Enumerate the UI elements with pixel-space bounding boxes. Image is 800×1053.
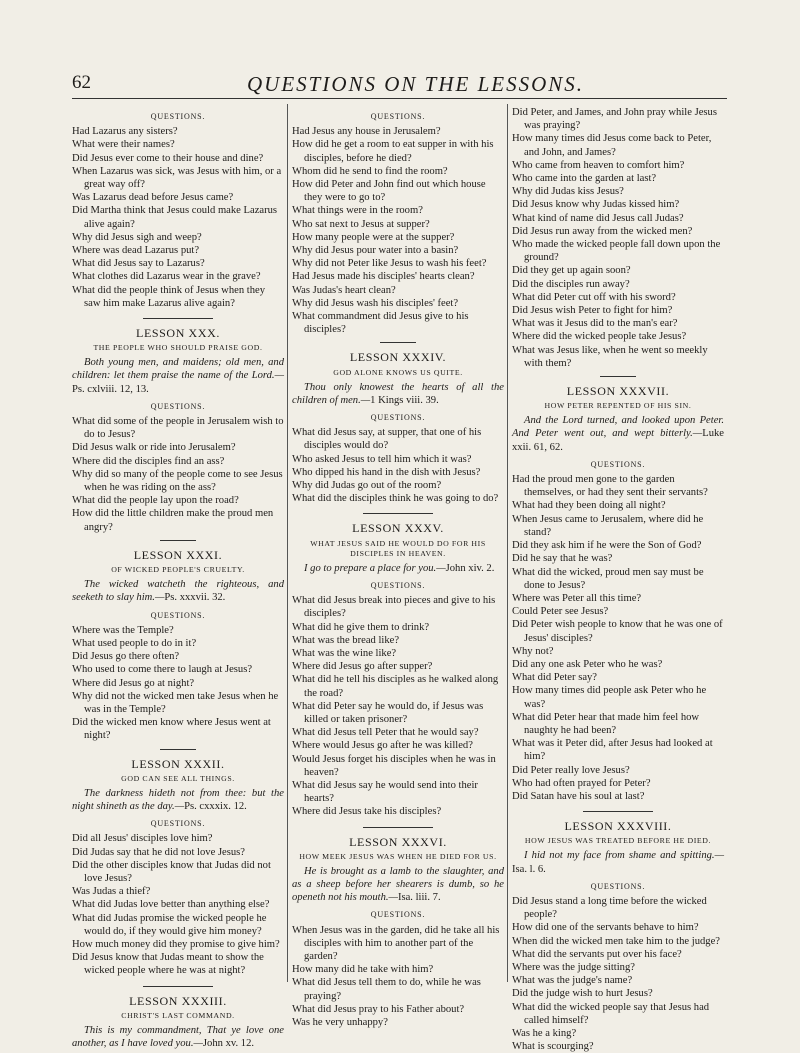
question-item: What did the disciples think he was going to do?	[292, 493, 499, 505]
question-item: What did Peter hear that made him feel how naughty he had been?	[512, 711, 700, 736]
question-item: Where was the Temple?	[72, 624, 174, 636]
question-item: What did Jesus say, at supper, that one of his disciples would do?	[292, 427, 482, 452]
question-item: Would Jesus forget his disciples when he was in heaven?	[292, 753, 496, 778]
scripture-text	[292, 381, 504, 407]
question-item: Why did Jesus wash his disciples' feet?	[292, 297, 459, 309]
column-left	[72, 106, 284, 1052]
lesson-title: LESSON XXX.	[136, 326, 220, 341]
question-item: Was Judas's heart clean?	[292, 284, 396, 296]
lesson-title: LESSON XXXI.	[133, 547, 223, 562]
question-item: Had Jesus made his disciples' hearts clean?	[292, 271, 475, 283]
question-item: What did Peter say?	[512, 672, 598, 684]
question-item: Did Satan have his soul at last?	[512, 790, 645, 802]
question-item: How much money did they promise to give him?	[72, 938, 280, 950]
question-item: Did Martha think that Jesus could make Lazarus alive again?	[72, 205, 278, 230]
question-item: Did Peter really love Jesus?	[512, 764, 630, 776]
question-item: What did Jesus tell Peter that he would say?	[292, 727, 479, 739]
question-item: Who made the wicked people fall down upon the ground?	[512, 239, 721, 264]
lesson-subtitle: GOD CAN SEE ALL THINGS.	[121, 773, 235, 783]
question-item: Had Lazarus any sisters?	[72, 126, 178, 138]
question-item: Did they get up again soon?	[512, 265, 631, 277]
questions-heading: QUESTIONS.	[150, 819, 206, 829]
question-item: Where did Jesus go after supper?	[292, 661, 433, 673]
question-item: Was he a king?	[512, 1028, 577, 1039]
question-item: Where did Jesus go at night?	[72, 677, 195, 689]
question-item: Did Peter wish people to know that he was one of Jesus' disciples?	[512, 619, 723, 644]
question-item: How many did he take with him?	[292, 964, 434, 976]
column-middle	[292, 106, 504, 1029]
question-item: How many times did Jesus come back to Peter, and John, and James?	[512, 133, 712, 158]
question-item: What did the people think of Jesus when they saw him make Lazarus alive again?	[72, 284, 265, 309]
question-item: Whom did he send to find the room?	[292, 165, 448, 177]
question-item: What did Jesus say to Lazarus?	[72, 258, 205, 270]
question-item: Where was dead Lazarus put?	[72, 245, 200, 257]
section-rule	[160, 540, 196, 541]
question-item: When Jesus was in the garden, did he take all his disciples with him to another part of the garden?	[292, 924, 500, 962]
question-item: Who had often prayed for Peter?	[512, 777, 651, 789]
question-item: How did one of the servants behave to him?	[512, 922, 699, 934]
question-item: Did the judge wish to hurt Jesus?	[512, 988, 653, 1000]
question-item: Did Peter, and James, and John pray while Jesus was praying?	[512, 107, 717, 132]
question-item: Who asked Jesus to tell him which it was?	[292, 453, 472, 465]
section-rule	[363, 513, 433, 514]
lesson-subtitle: HOW PETER REPENTED OF HIS SIN.	[544, 401, 692, 411]
scripture-quote: I hid not my face from shame and spitting.—	[524, 850, 724, 862]
question-item: What things were in the room?	[292, 205, 423, 217]
scripture-reference: Isa. liii. 7.	[397, 892, 441, 904]
section-rule	[583, 811, 653, 812]
page-number: 62	[72, 72, 91, 93]
lesson-subtitle: GOD ALONE KNOWS US QUITE.	[333, 367, 463, 377]
question-item: Did all Jesus' disciples love him?	[72, 833, 213, 845]
scripture-text	[72, 578, 284, 604]
question-item: Who came from heaven to comfort him?	[512, 159, 685, 171]
scripture-quote: The darkness hideth not from thee: but the night shineth as the day.—	[72, 787, 284, 812]
question-item: Did Judas say that he did not love Jesus?	[72, 846, 246, 858]
question-item: How many times did people ask Peter who he was?	[512, 685, 707, 710]
lesson-subtitle: OF WICKED PEOPLE'S CRUELTY.	[111, 565, 245, 575]
question-item: Why not?	[512, 645, 554, 657]
question-item: Why did not Peter like Jesus to wash his feet?	[292, 258, 487, 270]
question-item: How did he get a room to eat supper in with his disciples, before he died?	[292, 139, 494, 164]
questions-heading: QUESTIONS.	[150, 112, 206, 121]
lesson-subtitle: WHAT JESUS SAID HE WOULD DO FOR HIS DISCIPLES IN HEAVEN.	[310, 538, 486, 558]
section-rule	[143, 318, 213, 319]
question-item: Did he say that he was?	[512, 553, 613, 565]
question-item: Did any one ask Peter who he was?	[512, 658, 663, 670]
lesson-title: LESSON XXXV.	[352, 521, 444, 536]
question-item: Did Jesus wish Peter to fight for him?	[512, 305, 673, 317]
question-item: What clothes did Lazarus wear in the grave?	[72, 271, 261, 283]
column-divider	[507, 104, 508, 982]
lesson-subtitle: HOW MEEK JESUS WAS WHEN HE DIED FOR US.	[299, 851, 497, 861]
question-item: What used people to do in it?	[72, 637, 197, 649]
question-item: What is scourging?	[512, 1041, 594, 1053]
scripture-quote: And the Lord turned, and looked upon Peter. And Peter went out, and wept bitterly.—	[512, 415, 724, 440]
question-item: What was the judge's name?	[512, 975, 633, 987]
question-item: What did Jesus say he would send into their hearts?	[292, 779, 478, 805]
scripture-quote: He is brought as a lamb to the slaughter, and as a sheep before her shearers is dumb, so he openeth not his mouth.—	[292, 865, 504, 904]
questions-heading: QUESTIONS.	[150, 610, 206, 620]
question-item: Why did Judas go out of the room?	[292, 480, 442, 492]
questions-heading: QUESTIONS.	[370, 910, 426, 920]
lesson-title: LESSON XXXIII.	[129, 993, 227, 1008]
question-item: Why did Jesus sigh and weep?	[72, 231, 202, 243]
question-item: How many people were at the supper?	[292, 231, 455, 243]
question-item: Why did so many of the people come to see Jesus when he was riding on the ass?	[72, 468, 283, 494]
questions-heading: QUESTIONS.	[370, 580, 426, 590]
scripture-reference: John xv. 12.	[202, 1037, 255, 1049]
scripture-text	[72, 1024, 284, 1050]
question-item: Who sat next to Jesus at supper?	[292, 218, 430, 230]
scripture-reference: John xiv. 2.	[445, 562, 495, 574]
question-item: What did some of the people in Jerusalem wish to do to Jesus?	[72, 416, 284, 441]
question-item: When Lazarus was sick, was Jesus with him, or a great way off?	[72, 165, 282, 191]
scripture-quote: The wicked watcheth the righteous, and seeketh to slay him.—	[72, 579, 284, 604]
header-rule	[72, 98, 727, 99]
question-item: What were their names?	[72, 139, 175, 151]
scripture-reference: Ps. xxxvii. 32.	[164, 592, 226, 604]
question-item: What was the bread like?	[292, 634, 400, 646]
section-rule	[160, 749, 196, 750]
question-item: Did Jesus stand a long time before the wicked people?	[512, 895, 707, 921]
question-item: Had the proud men gone to the garden themselves, or had they sent their servants?	[512, 474, 708, 499]
question-item: Could Peter see Jesus?	[512, 606, 609, 618]
scripture-text	[512, 414, 724, 454]
scripture-reference: Ps. cxlviii. 12, 13.	[72, 383, 149, 395]
question-item: What did the wicked, proud men say must be done to Jesus?	[512, 566, 704, 591]
question-item: How did the little children make the proud men angry?	[72, 508, 274, 533]
question-item: What did the people lay upon the road?	[72, 495, 239, 507]
question-item: What was Jesus like, when he went so meekly with them?	[512, 344, 708, 369]
question-item: Did Jesus walk or ride into Jerusalem?	[72, 442, 236, 454]
question-item: What did Peter cut off with his sword?	[512, 291, 676, 303]
question-item: When Jesus came to Jerusalem, where did he stand?	[512, 513, 704, 538]
questions-heading: QUESTIONS.	[370, 112, 426, 121]
question-item: Who came into the garden at last?	[512, 173, 657, 185]
question-item: What did the wicked people say that Jesus had called himself?	[512, 1001, 710, 1026]
question-item: What did Judas love better than anything else?	[72, 899, 270, 911]
question-item: Did they ask him if he were the Son of God?	[512, 540, 702, 552]
question-item: Who used to come there to laugh at Jesus?	[72, 664, 253, 676]
question-item: What had they been doing all night?	[512, 500, 666, 512]
scripture-text	[512, 849, 724, 875]
question-item: What kind of name did Jesus call Judas?	[512, 212, 684, 224]
question-item: What did Judas promise the wicked people he would do, if they would give him money?	[72, 912, 267, 937]
question-item: What was it Jesus did to the man's ear?	[512, 318, 678, 330]
question-item: What commandment did Jesus give to his disciples?	[292, 311, 469, 336]
question-item: What did Jesus tell them to do, while he was praying?	[292, 977, 481, 1002]
question-item: Did the disciples run away?	[512, 278, 630, 290]
scripture-quote: Thou only knowest the hearts of all the children of men.—	[292, 381, 504, 406]
question-item: Did Jesus know why Judas kissed him?	[512, 199, 680, 211]
question-item: What did he tell his disciples as he walked along the road?	[292, 674, 499, 699]
question-item: Did Jesus ever come to their house and dine?	[72, 152, 264, 164]
question-item: Did Jesus go there often?	[72, 651, 180, 663]
section-rule	[380, 342, 416, 343]
question-item: Where was Peter all this time?	[512, 592, 642, 604]
lesson-title: LESSON XXXVI.	[349, 834, 447, 849]
question-item: What did the servants put over his face?	[512, 948, 682, 960]
question-item: Where did the disciples find an ass?	[72, 455, 225, 467]
running-title: QUESTIONS ON THE LESSONS.	[247, 72, 585, 96]
question-item: What did Jesus pray to his Father about?	[292, 1003, 465, 1015]
scripture-reference: Luke xxii. 61, 62.	[512, 428, 724, 453]
question-item: Who dipped his hand in the dish with Jesus?	[292, 466, 481, 478]
question-item: Was Lazarus dead before Jesus came?	[72, 192, 234, 204]
lesson-title: LESSON XXXVIII.	[564, 819, 672, 834]
question-item: What was the wine like?	[292, 647, 397, 659]
column-right	[512, 106, 724, 1053]
question-item: Did the other disciples know that Judas did not love Jesus?	[72, 859, 271, 884]
section-rule	[363, 827, 433, 828]
scripture-reference: Ps. cxxxix. 12.	[184, 800, 247, 812]
scripture-text	[72, 787, 284, 813]
questions-heading: QUESTIONS.	[590, 459, 646, 469]
lesson-title: LESSON XXXIV.	[349, 350, 447, 365]
lesson-title: LESSON XXXVII.	[566, 384, 670, 399]
questions-heading: QUESTIONS.	[370, 413, 426, 423]
questions-heading: QUESTIONS.	[150, 401, 206, 411]
question-item: Why did not the wicked men take Jesus when he was in the Temple?	[72, 690, 279, 715]
question-item: Did Jesus know that Judas meant to show the wicked people where he was at night?	[72, 952, 264, 977]
questions-heading: QUESTIONS.	[590, 881, 646, 891]
question-item: Was Judas a thief?	[72, 886, 151, 898]
question-item: Why did Judas kiss Jesus?	[512, 186, 624, 198]
scripture-reference: 1 Kings viii. 39.	[370, 394, 439, 406]
question-item: What did Jesus break into pieces and give to his disciples?	[292, 595, 496, 620]
section-rule	[600, 376, 636, 377]
question-item: Did the wicked men know where Jesus went at night?	[72, 717, 271, 742]
question-item: When did the wicked men take him to the judge?	[512, 935, 720, 947]
question-item: Where was the judge sitting?	[512, 961, 635, 973]
question-item: What did Peter say he would do, if Jesus was killed or taken prisoner?	[292, 700, 484, 725]
scripture-quote: This is my commandment, That ye love one another, as I have loved you.—	[72, 1024, 284, 1049]
question-item: Where would Jesus go after he was killed?	[292, 740, 473, 752]
scripture-text	[292, 865, 504, 905]
lesson-title: LESSON XXXII.	[131, 756, 225, 771]
column-divider	[287, 104, 288, 982]
question-item: Where did Jesus take his disciples?	[292, 806, 442, 818]
scripture-quote: I go to prepare a place for you.—	[304, 562, 446, 574]
lesson-subtitle: CHRIST'S LAST COMMAND.	[121, 1010, 235, 1020]
question-item: Did Jesus run away from the wicked men?	[512, 225, 693, 237]
question-item: What was it Peter did, after Jesus had looked at him?	[512, 738, 713, 763]
question-item: How did Peter and John find out which house they were to go to?	[292, 179, 486, 204]
scripture-text	[292, 562, 504, 575]
lesson-subtitle: HOW JESUS WAS TREATED BEFORE HE DIED.	[524, 836, 712, 846]
question-item: What did he give them to drink?	[292, 621, 430, 633]
scripture-text	[72, 356, 284, 396]
scripture-quote: Both young men, and maidens; old men, and children: let them praise the name of the Lord.—	[72, 357, 284, 382]
question-item: Why did Jesus pour water into a basin?	[292, 245, 459, 257]
question-item: Had Jesus any house in Jerusalem?	[292, 126, 441, 138]
lesson-subtitle: THE PEOPLE WHO SHOULD PRAISE GOD.	[93, 343, 263, 353]
question-item: Was he very unhappy?	[292, 1016, 388, 1028]
question-item: Where did the wicked people take Jesus?	[512, 331, 687, 343]
section-rule	[143, 986, 213, 987]
scripture-reference: Isa. l. 6.	[512, 863, 546, 875]
